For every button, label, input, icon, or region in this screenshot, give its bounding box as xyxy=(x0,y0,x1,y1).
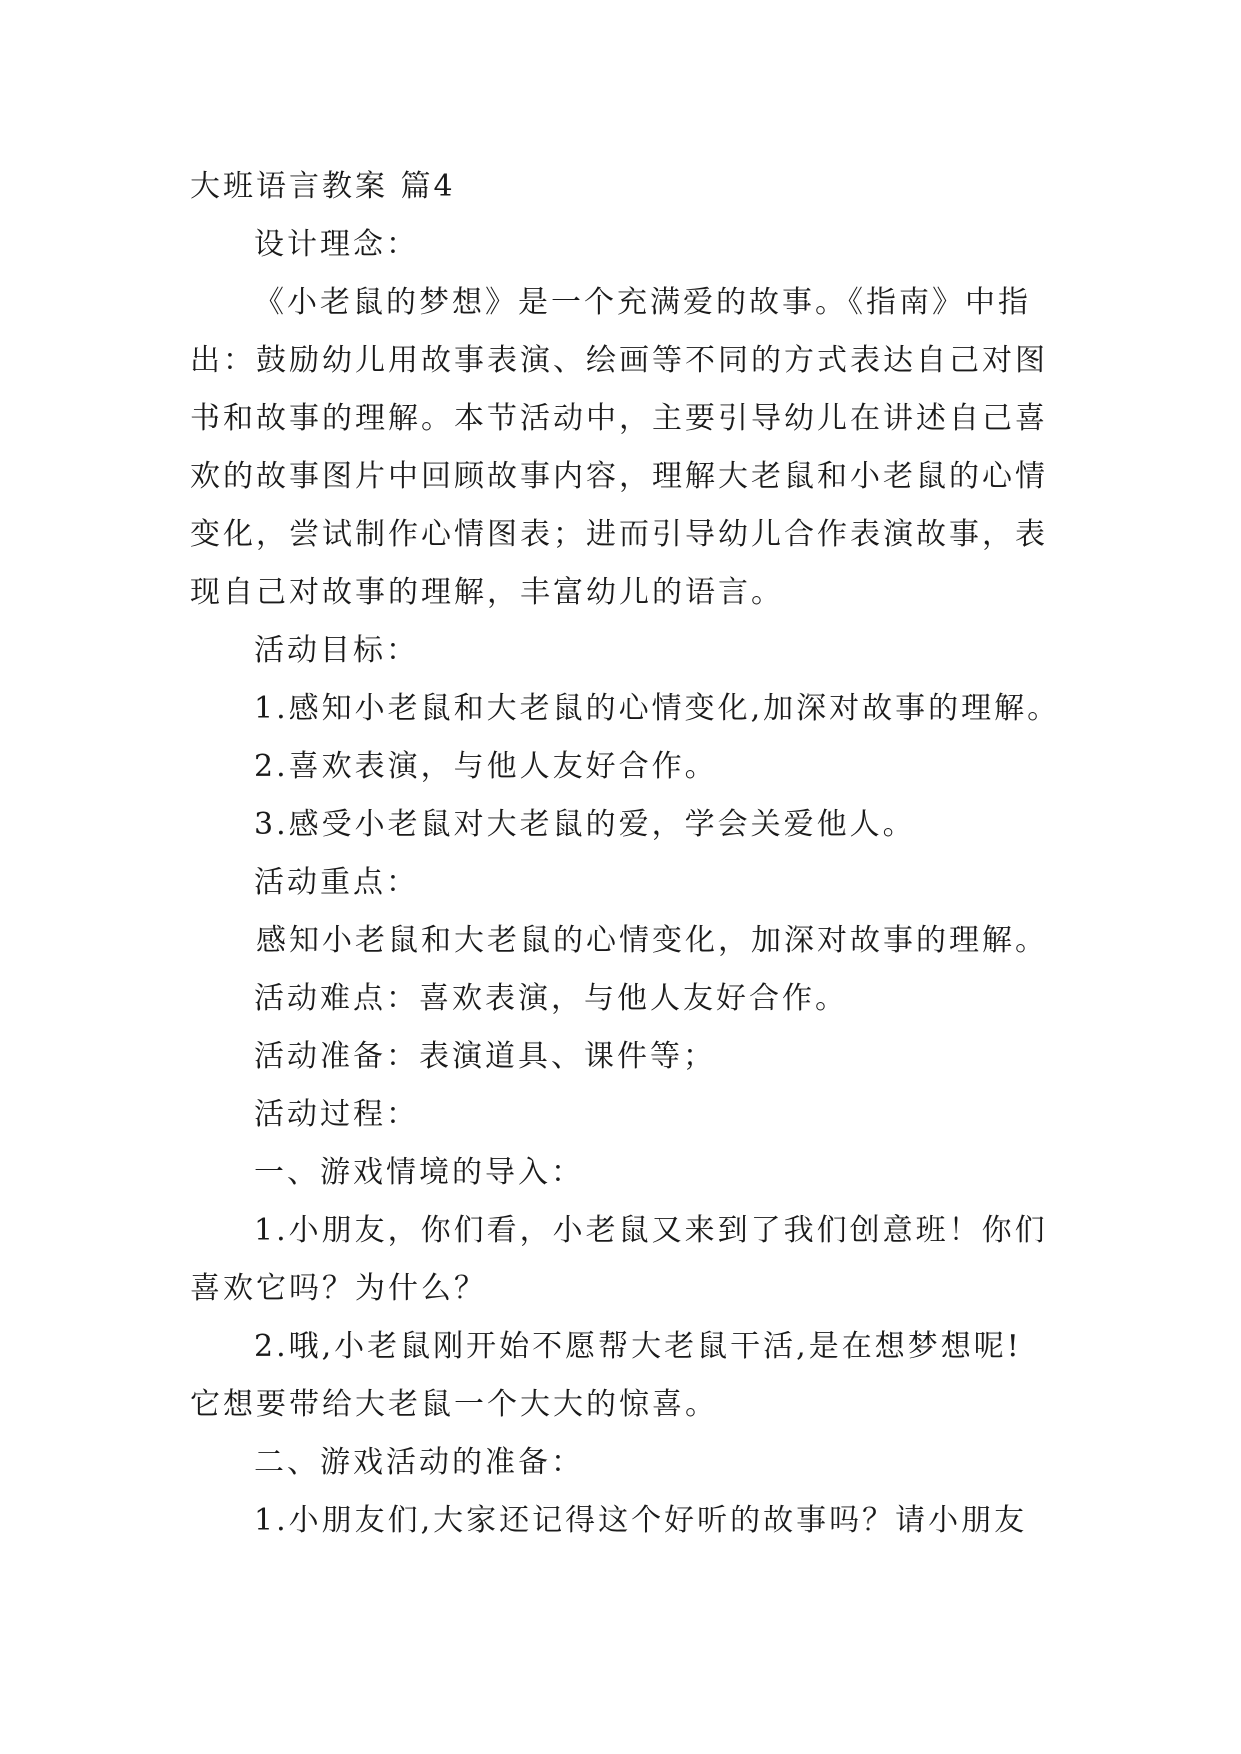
paragraph-line: 书和故事的理解。本节活动中，主要引导幼儿在讲述自己喜 xyxy=(190,401,1048,436)
paragraph-line: 变化，尝试制作心情图表；进而引导幼儿合作表演故事，表 xyxy=(190,517,1048,552)
goal-item: 3.感受小老鼠对大老鼠的爱，学会关爱他人。 xyxy=(254,807,916,842)
paragraph-line: 现自己对故事的理解，丰富幼儿的语言。 xyxy=(190,575,784,610)
paragraph-line: 喜欢它吗？为什么？ xyxy=(190,1271,487,1306)
heading-activity-focus: 活动重点： xyxy=(254,865,419,900)
paragraph-line: 2.哦,小老鼠刚开始不愿帮大老鼠干活,是在想梦想呢! xyxy=(254,1329,1022,1364)
paragraph-line: 出：鼓励幼儿用故事表演、绘画等不同的方式表达自己对图 xyxy=(190,343,1048,378)
paragraph-line: 《小老鼠的梦想》是一个充满爱的故事。《指南》中指 xyxy=(254,285,1031,320)
heading-activity-process: 活动过程： xyxy=(254,1097,419,1132)
heading-design-concept: 设计理念： xyxy=(254,227,419,262)
section-heading: 一、游戏情境的导入： xyxy=(254,1155,584,1190)
paragraph-line: 1.小朋友，你们看，小老鼠又来到了我们创意班！你们 xyxy=(254,1213,1048,1248)
section-heading: 二、游戏活动的准备： xyxy=(254,1445,584,1480)
activity-difficulty: 活动难点：喜欢表演，与他人友好合作。 xyxy=(254,981,848,1016)
goal-item: 1.感知小老鼠和大老鼠的心情变化,加深对故事的理解。 xyxy=(254,691,1061,726)
paragraph-line: 感知小老鼠和大老鼠的心情变化，加深对故事的理解。 xyxy=(256,923,1048,958)
paragraph-line: 欢的故事图片中回顾故事内容，理解大老鼠和小老鼠的心情 xyxy=(190,459,1048,494)
heading-activity-goals: 活动目标： xyxy=(254,633,419,668)
goal-item: 2.喜欢表演，与他人友好合作。 xyxy=(254,749,718,784)
document-body xyxy=(190,158,1070,1550)
paragraph-line: 它想要带给大老鼠一个大大的惊喜。 xyxy=(190,1387,718,1422)
document-title: 大班语言教案 篇4 xyxy=(190,169,456,204)
activity-preparation: 活动准备：表演道具、课件等； xyxy=(254,1039,716,1074)
paragraph-line: 1.小朋友们,大家还记得这个好听的故事吗？请小朋友 xyxy=(254,1503,1028,1538)
